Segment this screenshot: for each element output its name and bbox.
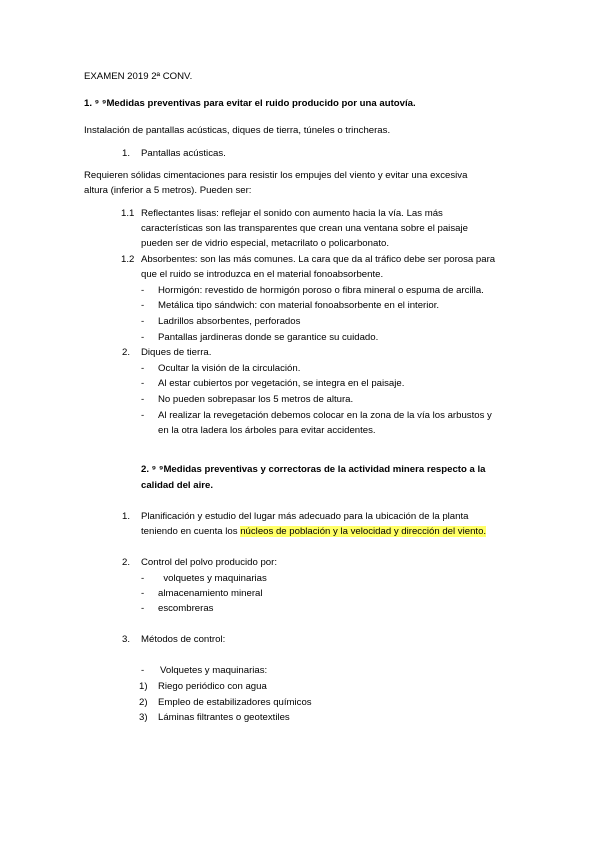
q1-intro: Instalación de pantallas acústicas, diques de tierra, túneles o trincheras. xyxy=(84,125,391,136)
subitem-line: pueden ser de vidrio especial, metacrilato o policarbonato. xyxy=(141,238,389,249)
list-item: Ladrillos absorbentes, perforados xyxy=(158,316,301,327)
subitem-reflectantes: Reflectantes lisas: reflejar el sonido con aumento hacia la vía. Las más xyxy=(141,208,443,219)
item-diques-de-tierra: Diques de tierra. xyxy=(141,347,212,358)
paragraph-line: Requieren sólidas cimentaciones para resistir los empujes del viento y evitar una excesiva xyxy=(84,170,468,181)
list-item: Metálica tipo sándwich: con material fonoabsorbente en el interior. xyxy=(158,300,440,311)
list-number: 2) xyxy=(139,697,148,708)
dash-bullet: - xyxy=(141,603,145,614)
dash-bullet: - xyxy=(141,285,145,296)
list-number: 1. xyxy=(122,511,131,522)
list-number: 1.1 xyxy=(121,208,135,219)
list-item-continuation: en la otra ladera los árboles para evitar accidentes. xyxy=(158,425,376,436)
subitem-absorbentes: Absorbentes: son las más comunes. La cara que da al tráfico debe ser porosa para xyxy=(141,254,496,265)
dash-bullet: - xyxy=(141,300,145,311)
plain-text: teniendo en cuenta los xyxy=(141,526,241,537)
subitem-line: características son las transparentes que crean una ventana sobre el paisaje xyxy=(141,223,468,234)
subitem-line: que el ruido se introduzca en el material fonoabsorbente. xyxy=(141,269,384,280)
item-metodos-control: Métodos de control: xyxy=(141,634,226,645)
list-item: Láminas filtrantes o geotextiles xyxy=(158,712,290,723)
highlighted-text: núcleos de población y la velocidad y dirección del viento. xyxy=(240,526,487,537)
question-2-heading-line: calidad del aire. xyxy=(141,480,213,491)
dash-bullet: - xyxy=(141,316,145,327)
question-2-heading: 2. ⁹ ⁹Medidas preventivas y correctoras de la actividad minera respecto a la xyxy=(141,464,486,475)
item-planificacion-line2 xyxy=(141,525,486,538)
dash-bullet: - xyxy=(141,588,145,599)
list-item: No pueden sobrepasar los 5 metros de altura. xyxy=(158,394,354,405)
list-item: volquetes y maquinarias xyxy=(158,573,267,584)
dash-bullet: - xyxy=(141,332,145,343)
list-number: 1.2 xyxy=(121,254,135,265)
dash-bullet: - xyxy=(141,573,145,584)
list-item: Pantallas jardineras donde se garantice su cuidado. xyxy=(158,332,379,343)
list-item: Ocultar la visión de la circulación. xyxy=(158,363,301,374)
list-number: 2. xyxy=(122,347,131,358)
item-planificacion: Planificación y estudio del lugar más adecuado para la ubicación de la planta xyxy=(141,511,469,522)
list-item: escombreras xyxy=(158,603,214,614)
list-number: 3) xyxy=(139,712,148,723)
dash-bullet: - xyxy=(141,410,145,421)
list-item: Hormigón: revestido de hormigón poroso o fibra mineral o espuma de arcilla. xyxy=(158,285,484,296)
dash-bullet: - xyxy=(141,378,145,389)
paragraph-line: altura (inferior a 5 metros). Pueden ser: xyxy=(84,185,252,196)
dash-bullet: - xyxy=(141,394,145,405)
list-item: Al realizar la revegetación debemos colocar en la zona de la vía los arbustos y xyxy=(158,410,492,421)
list-item: Empleo de estabilizadores químicos xyxy=(158,697,312,708)
dash-bullet: - xyxy=(141,363,145,374)
question-1-heading: 1. ⁹ ⁹Medidas preventivas para evitar el ruido producido por una autovía. xyxy=(84,98,416,109)
list-number: 3. xyxy=(122,634,131,645)
dash-bullet: - xyxy=(141,665,145,676)
item-pantallas-acusticas: Pantallas acústicas. xyxy=(141,148,226,159)
list-item: Volquetes y maquinarias: xyxy=(160,665,268,676)
item-control-polvo: Control del polvo producido por: xyxy=(141,557,277,568)
list-item: Riego periódico con agua xyxy=(158,681,267,692)
list-number: 2. xyxy=(122,557,131,568)
list-item: Al estar cubiertos por vegetación, se integra en el paisaje. xyxy=(158,378,405,389)
list-item: almacenamiento mineral xyxy=(158,588,263,599)
list-number: 1. xyxy=(122,148,131,159)
list-number: 1) xyxy=(139,681,148,692)
exam-title: EXAMEN 2019 2ª CONV. xyxy=(84,71,193,82)
